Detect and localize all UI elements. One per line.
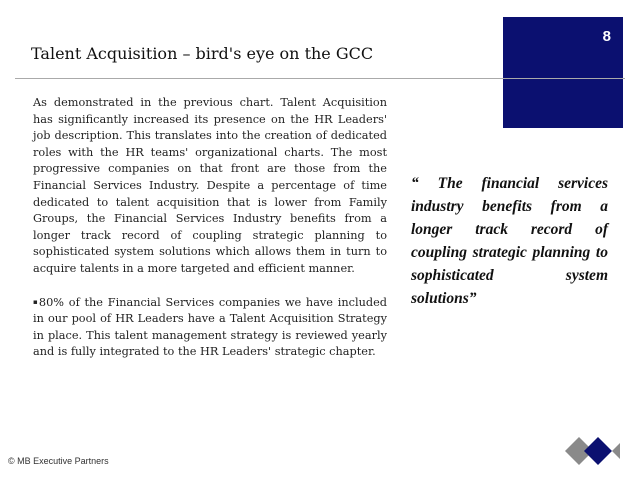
company-logo-icon [565,437,620,465]
pull-quote: “ The financial services industry benefits from a longer track record of coupling strategic planning to sophisticated system solutions” [411,175,608,307]
slide-number-box [503,17,623,128]
slide-title: Talent Acquisition – bird's eye on the GCC [31,44,374,63]
logo-navy-diamond [584,437,612,465]
body-paragraph-2-text: 80% of the Financial Services companies we have included in our pool of HR Leaders have a Talent Acquisition Strategy in place. This talent management strategy is reviewed yearly and is fully integrated to the HR Leaders' strategic chapter. [33,295,387,359]
title-divider [15,78,625,79]
logo-gray-triangle [612,443,620,459]
footer-copyright: © MB Executive Partners [8,456,109,466]
body-text [33,95,387,361]
body-paragraph-1: As demonstrated in the previous chart. Talent Acquisition has significantly increased its presence on the HR Leaders' job description. This translates into the creation of dedicated roles with the HR teams' organizational charts. The most progressive companies on that front are those from the Financial Services Industry. Despite a percentage of time dedicated to talent acquisition that is lower from Family Groups, the Financial Services Industry benefits from a longer track record of coupling strategic planning to sophisticated system solutions which allows them in turn to acquire talents in a more targeted and efficient manner. [33,96,387,275]
slide-number: 8 [602,28,611,45]
body-paragraph-2 [33,294,387,361]
bullet-icon: ▪ [33,297,39,306]
